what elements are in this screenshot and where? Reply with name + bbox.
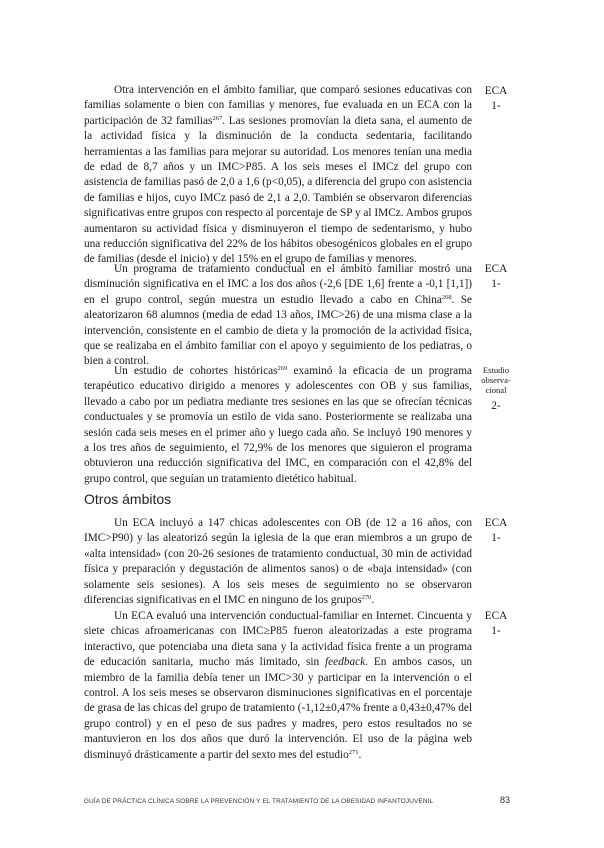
paragraph-cohort-study: [84, 364, 472, 487]
reference-superscript: 270: [361, 594, 372, 602]
evidence-type: ECA: [484, 517, 508, 529]
paragraph-text: Un programa de tratamiento conductual en el ámbito familiar mostró una disminución significativa en el IMC a los dos años (-2,6 [DE 1,6] frente a -0,1 [1,1]) en el grupo control, según muestra un estudio llevado a cabo en China: [84, 263, 472, 306]
evidence-level: 2-: [491, 400, 501, 412]
paragraph-text: . Se aleatorizaron 68 alumnos (media de edad 13 años, IMC>26) de una misma clase a la intervención, consistente en el cambio de dieta y la promoción de la actividad física, que se realizaba en el ámbito familiar con el apoyo y seguimiento de los pediatras, o bien a control.: [84, 293, 472, 368]
evidence-level: 1-: [491, 625, 501, 638]
evidence-type: Estudio observacional: [481, 365, 511, 395]
evidence-label: [474, 609, 518, 640]
evidence-label: [474, 262, 518, 293]
evidence-type: ECA: [484, 263, 508, 275]
paragraph-text: .: [371, 594, 375, 607]
evidence-level: 1-: [491, 278, 501, 291]
paragraph-china-behavioral-program: [84, 262, 472, 370]
paragraph-family-education-eca: [84, 83, 472, 268]
paragraph-text: Un ECA evaluó una intervención conductual-familiar en Internet. Cincuenta y siete chicas afroamericanas con IMC≥P85 fueron aleatorizadas a este programa interactivo, que potenciaba una dieta sana y la actividad física frente a un programa de educación sanitaria, mucho más limitado, sin: [84, 610, 472, 669]
paragraph-church-eca: [84, 516, 472, 608]
evidence-label: [474, 84, 518, 115]
paragraph-text: Otra intervención en el ámbito familiar, que comparó sesiones educativas con familias solamente o bien con familias y menores, fue evaluada en un ECA con la participación de 32 familias: [84, 84, 472, 127]
section-heading: Otros ámbitos: [84, 491, 172, 507]
reference-superscript: 267: [212, 114, 223, 122]
italic-term: feedback: [325, 656, 366, 669]
paragraph-text: examinó la eficacia de un programa terapéutico educativo dirigido a menores y adolescentes con OB y sus familias, llevado a cabo por un pediatra mediante tres sesiones en las que se ofrecían técnicas conductuales y se promovía un estilo de vida sano. Posteriormente se realizaba una sesión cada seis meses en el primer año y luego cada año. Se incluyó 190 menores y a los tres años de seguimiento, el 72,9% de los menores que siguieron el programa obtuvieron una reducción significativa del IMC, en comparación con el 42,8% del grupo control, que seguían un tratamiento dietético habitual.: [84, 365, 473, 485]
evidence-type: ECA: [484, 610, 508, 622]
reference-superscript: 271: [348, 748, 359, 756]
paragraph-text: .: [358, 748, 362, 761]
evidence-type: ECA: [484, 85, 508, 97]
paragraph-text: Un estudio de cohortes históricas: [114, 365, 278, 377]
paragraph-internet-intervention: [84, 609, 472, 763]
evidence-level: 1-: [491, 100, 501, 113]
page-number: 83: [500, 795, 511, 805]
footer-guide-title: GUÍA DE PRÁCTICA CLÍNICA SOBRE LA PREVENCIÓN Y EL TRATAMIENTO DE LA OBESIDAD INFANTOJUVENIL: [84, 798, 434, 805]
evidence-level: 1-: [491, 532, 501, 545]
evidence-label: [474, 365, 518, 414]
paragraph-text: . Las sesiones promovían la dieta sana, el aumento de la actividad física y la disminución de la conducta sedentaria, facilitando herramientas a las familias para mejorar su autoridad. Los menores tenían una media de edad de 8,7 años y un IMC>P85. A los seis meses el IMCz del grupo con asistencia de familias pasó de 2,0 a 1,6 (p<0,05), a diferencia del grupo con asistencia de familias e hijos, cuyo IMCz pasó de 2,1 a 2,0. También se observaron diferencias significativas entre grupos con respecto al porcentaje de SP y al IMCz. Ambos grupos aumentaron su actividad física y disminuyeron el tiempo de sedentarismo, y hubo una reducción significativa del 22% de los hábitos obesogénicos globales en el grupo de familias (desde el inicio) y del 15% en el grupo de familias y menores.: [84, 114, 472, 266]
reference-superscript: 268: [441, 293, 452, 301]
evidence-label: [474, 516, 518, 547]
reference-superscript: 269: [277, 365, 288, 372]
paragraph-text: Un ECA incluyó a 147 chicas adolescentes con OB (de 12 a 16 años, con IMC>P90) y las aleatorizó según la iglesia de la que eran miembros a un grupo de «alta intensidad» (con 20-26 sesiones de tratamiento conductual, 30 min de actividad física y preparación y degustación de alimentos sanos) o de «baja intensidad» (con solamente seis sesiones). A los seis meses de seguimiento no se observaron diferencias significativas en el IMC en ninguno de los grupos: [84, 517, 472, 607]
paragraph-text: . En ambos casos, un miembro de la familia debía tener un IMC>30 y participar en la intervención o el control. A los seis meses se observaron disminuciones significativas en el porcentaje de grasa de las chicas del grupo de tratamiento (-1,12±0,47% frente a 0,43±0,47% del grupo control) y en el peso de sus padres y madres, pero estos resultados no se mantuvieron en los dos años que duró la intervención. El uso de la página web disminuyó drásticamente a partir del sexto mes del estudio: [84, 656, 472, 761]
